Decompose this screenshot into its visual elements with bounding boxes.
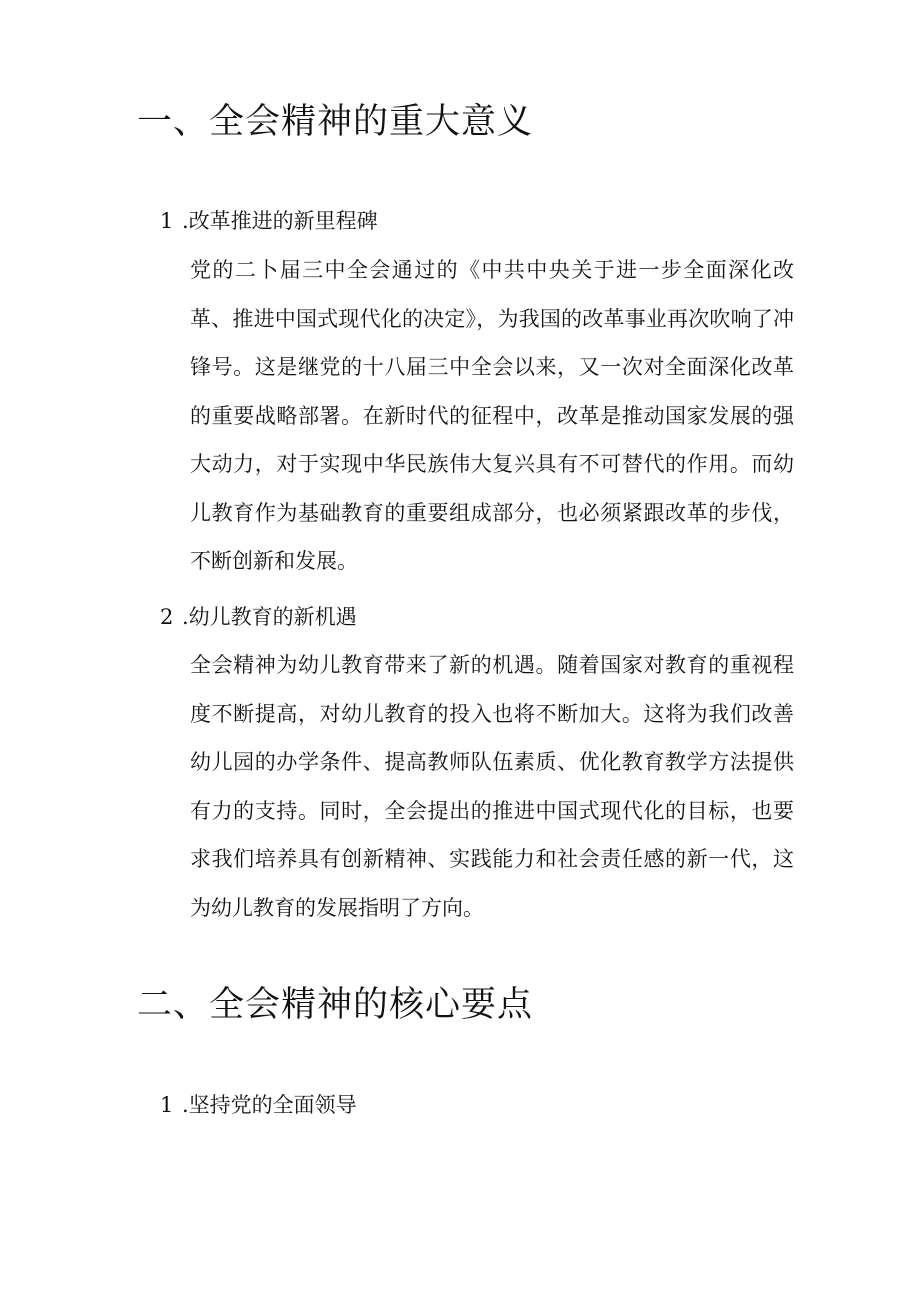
section-1-item-1-title-text: .改革推进的新里程碑 [182, 209, 378, 233]
section-1-item-2-title [160, 602, 357, 632]
section-1-item-1-paragraph: 党的二卜届三中全会通过的《中共中央关于进一步全面深化改革、推进中国式现代化的决定》，为我国的改革事业再次吹响了冲锋号。这是继党的十八届三中全会以来，又一次对全面深化改革的重要战略部署。在新时代的征程中，改革是推动国家发展的强大动力，对于实现中华民族伟大复兴具有不可替代的作用。而幼儿教育作为基础教育的重要组成部分，也必须紧跟改革的步伐，不断创新和发展。 [190, 258, 794, 573]
section-1-item-1-number: 1 [160, 209, 174, 233]
section-2-item-1-title [160, 1090, 357, 1120]
section-1-heading: 一、全会精神的重大意义 [137, 102, 534, 142]
section-1-item-2-paragraph: 全会精神为幼儿教育带来了新的机遇。随着国家对教育的重视程度不断提高，对幼儿教育的投入也将不断加大。这将为我们改善幼儿园的办学条件、提高教师队伍素质、优化教育教学方法提供有力的支持。同时，全会提出的推进中国式现代化的目标，也要求我们培养具有创新精神、实践能力和社会责任感的新一代，这为幼儿教育的发展指明了方向。 [190, 653, 794, 920]
section-2-heading: 二、全会精神的核心要点 [137, 985, 534, 1025]
section-2-item-1-title-text: .坚持党的全面领导 [182, 1093, 357, 1117]
section-2-item-1-number: 1 [160, 1093, 174, 1117]
section-1-item-2-number: 2 [160, 605, 174, 629]
section-1-item-1-title [160, 206, 378, 236]
section-1-item-2-title-text: .幼儿教育的新机遇 [182, 605, 357, 629]
